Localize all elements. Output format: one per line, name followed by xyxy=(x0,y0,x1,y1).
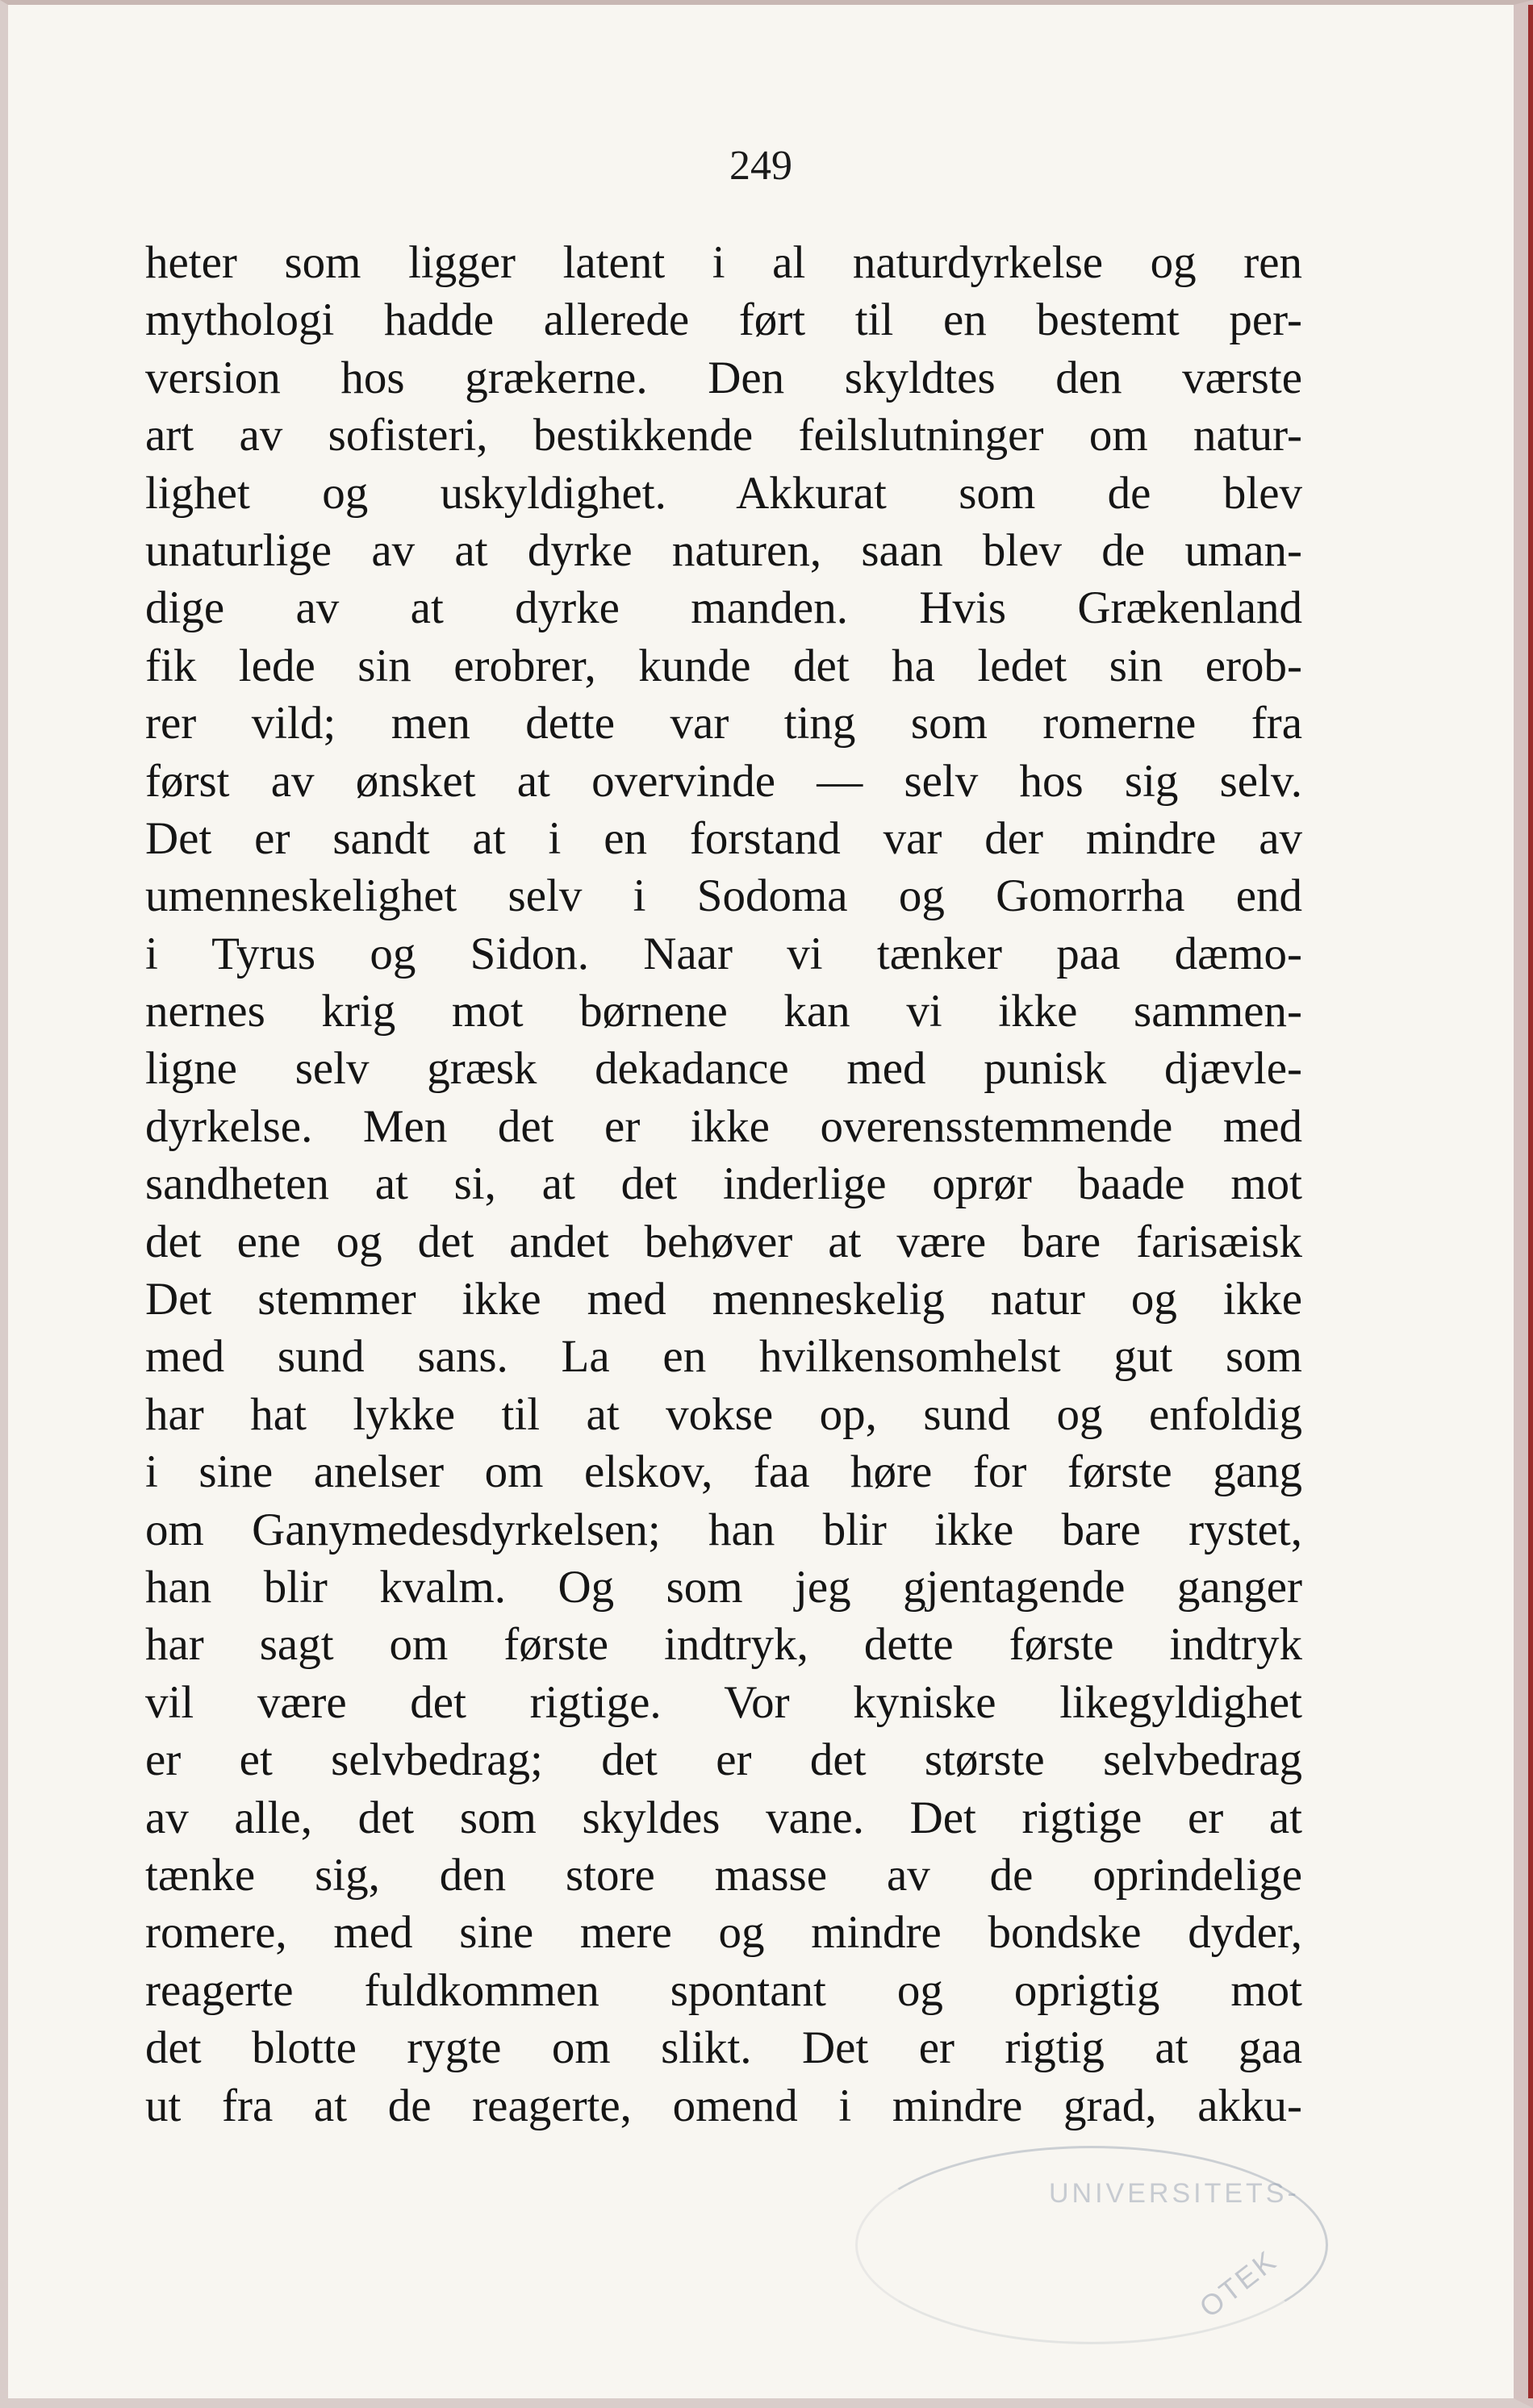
text-line: det ene og det andet behøver at være bare farisæisk xyxy=(145,1216,1302,1267)
text-line: i Tyrus og Sidon. Naar vi tænker paa dæmo- xyxy=(145,928,1302,979)
text-line: først av ønsket at overvinde — selv hos sig selv. xyxy=(145,755,1302,807)
text-line: heter som ligger latent i al naturdyrkelse og ren xyxy=(145,237,1302,288)
text-line: med sund sans. La en hvilkensomhelst gut som xyxy=(145,1331,1302,1383)
text-line: vil være det rigtige. Vor kyniske likegyldighet xyxy=(145,1676,1302,1728)
text-line: mythologi hadde allerede ført til en bestemt per- xyxy=(145,294,1302,346)
text-line: umenneskelighet selv i Sodoma og Gomorrha end xyxy=(145,870,1302,922)
stamp-text-top: UNIVERSITETS- xyxy=(1049,2178,1300,2209)
text-line: lighet og uskyldighet. Akkurat som de blev xyxy=(145,467,1302,519)
text-line: om Ganymedesdyrkelsen; han blir ikke bare rystet, xyxy=(145,1504,1302,1555)
text-line: av alle, det som skyldes vane. Det rigtige er at xyxy=(145,1792,1302,1843)
text-line: ligne selv græsk dekadance med punisk djævle- xyxy=(145,1043,1302,1095)
text-line: version hos grækerne. Den skyldtes den værste xyxy=(145,352,1302,403)
stamp-text-side: OTEK xyxy=(1193,2243,1284,2324)
body-text xyxy=(145,234,1302,2135)
text-line: unaturlige av at dyrke naturen, saan blev de uman- xyxy=(145,524,1302,576)
text-line: fik lede sin erobrer, kunde det ha ledet sin erob- xyxy=(145,640,1302,691)
text-line: Det er sandt at i en forstand var der mindre av xyxy=(145,812,1302,864)
text-line: det blotte rygte om slikt. Det er rigtig at gaa xyxy=(145,2022,1302,2074)
page-number: 249 xyxy=(729,143,792,189)
text-line: har sagt om første indtryk, dette første indtryk xyxy=(145,1619,1302,1671)
text-line: dyrkelse. Men det er ikke overensstemmende med xyxy=(145,1100,1302,1152)
text-line: nernes krig mot børnene kan vi ikke sammen- xyxy=(145,986,1302,1037)
text-line: rer vild; men dette var ting som romerne fra xyxy=(145,698,1302,749)
text-line: reagerte fuldkommen spontant og oprigtig mot xyxy=(145,1964,1302,2016)
text-line: han blir kvalm. Og som jeg gjentagende ganger xyxy=(145,1561,1302,1613)
text-line: i sine anelser om elskov, faa høre for første gang xyxy=(145,1446,1302,1498)
text-line: Det stemmer ikke med menneskelig natur og ikke xyxy=(145,1274,1302,1325)
library-stamp xyxy=(855,2146,1328,2344)
text-line: er et selvbedrag; det er det største selvbedrag xyxy=(145,1734,1302,1786)
text-line: art av sofisteri, bestikkende feilslutninger om natur- xyxy=(145,410,1302,461)
text-line: har hat lykke til at vokse op, sund og enfoldig xyxy=(145,1388,1302,1440)
text-line: romere, med sine mere og mindre bondske dyder, xyxy=(145,1907,1302,1959)
text-line: ut fra at de reagerte, omend i mindre grad, akku- xyxy=(145,2080,1302,2131)
text-line: sandheten at si, at det inderlige oprør baade mot xyxy=(145,1158,1302,1210)
text-line: dige av at dyrke manden. Hvis Grækenland xyxy=(145,582,1302,634)
library-stamp-text-top xyxy=(1049,2178,1300,2210)
text-line: tænke sig, den store masse av de oprindelige xyxy=(145,1849,1302,1901)
